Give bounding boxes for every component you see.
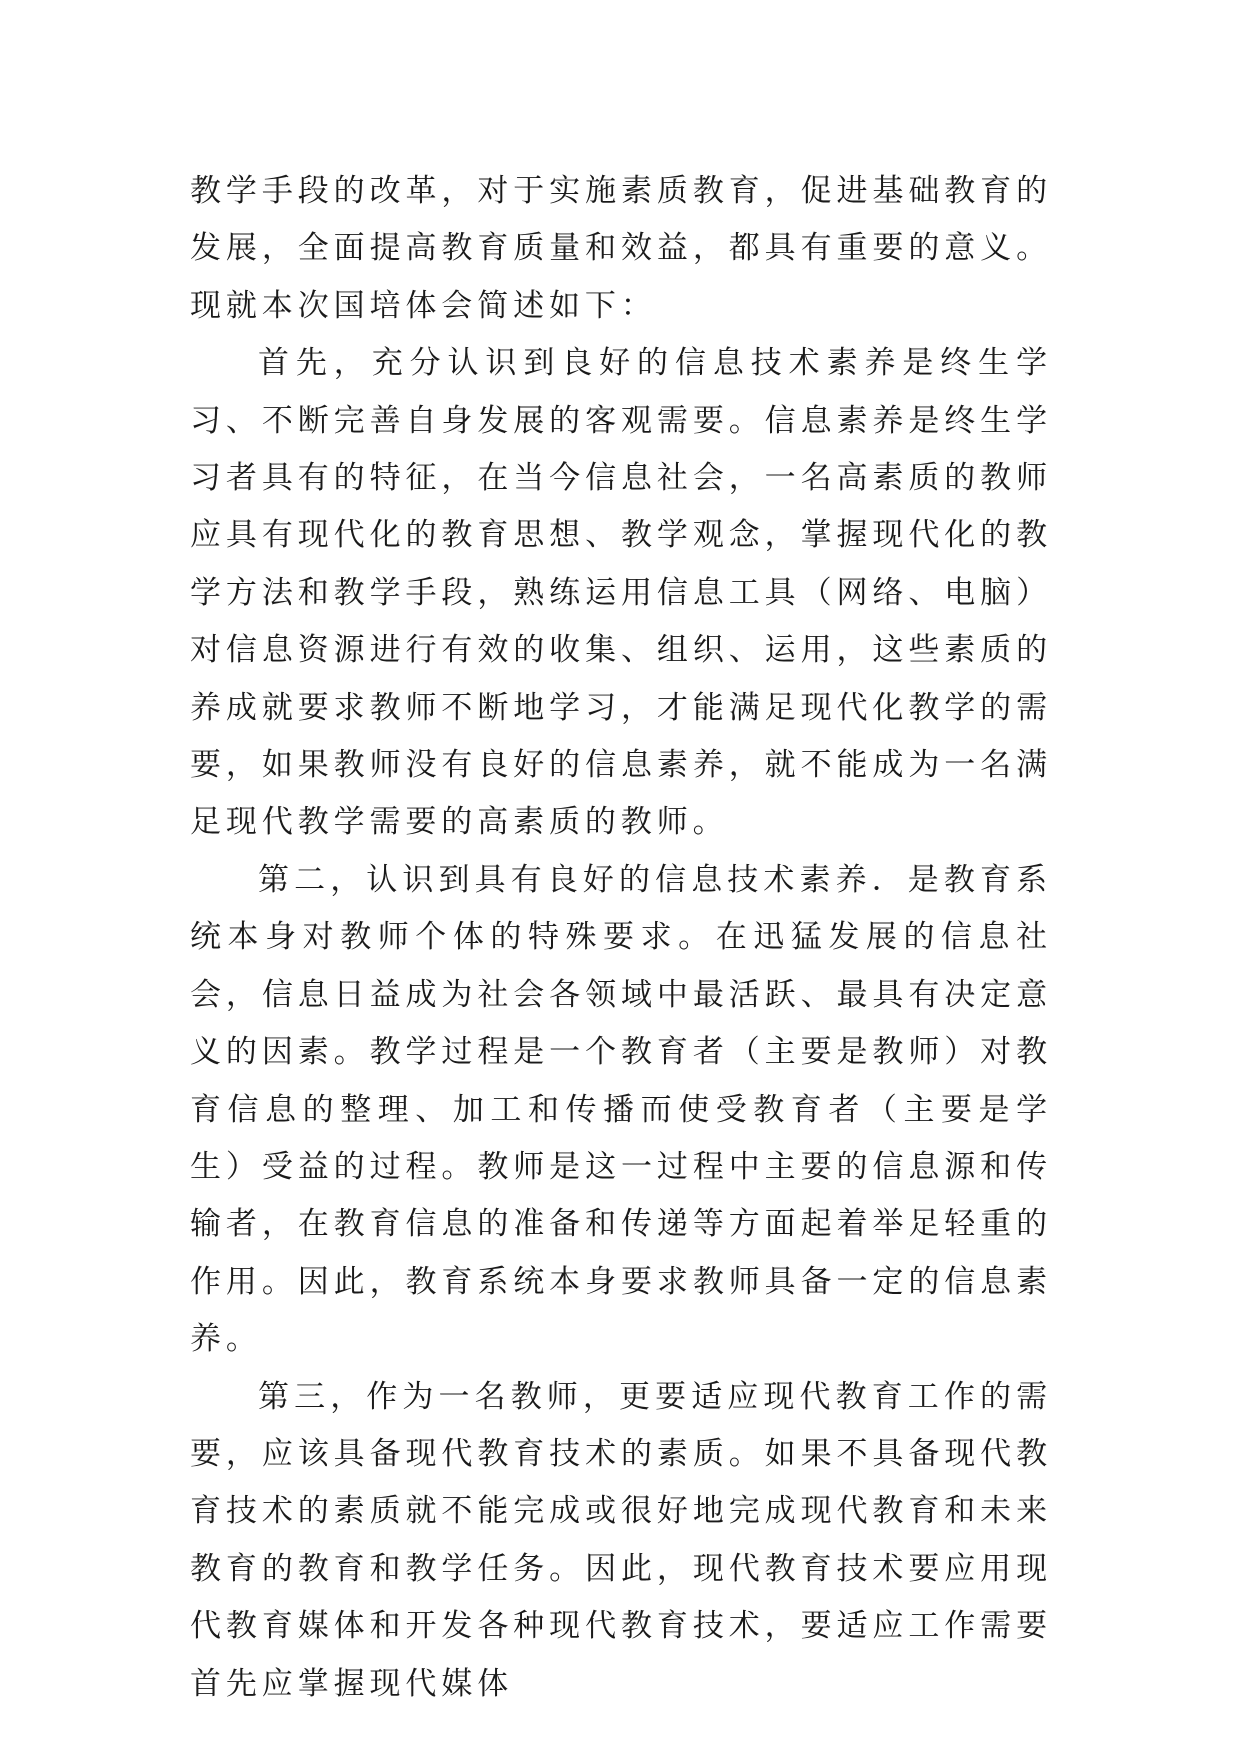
- paragraph-second-point: 第二，认识到具有良好的信息技术素养．是教育系统本身对教师个体的特殊要求。在迅猛发展的信息社会，信息日益成为社会各领域中最活跃、最具有决定意义的因素。教学过程是一个教育者（主要是教师）对教育信息的整理、加工和传播而使受教育者（主要是学生）受益的过程。教师是这一过程中主要的信息源和传输者，在教育信息的准备和传递等方面起着举足轻重的作用。因此，教育系统本身要求教师具备一定的信息素养。: [190, 861, 1052, 1358]
- paragraph-continuation: 教学手段的改革，对于实施素质教育，促进基础教育的发展，全面提高教育质量和效益，都具有重要的意义。现就本次国培体会简述如下：: [190, 173, 1052, 324]
- body-text: [190, 163, 1052, 1713]
- paragraph-first-point: 首先，充分认识到良好的信息技术素养是终生学习、不断完善自身发展的客观需要。信息素养是终生学习者具有的特征，在当今信息社会，一名高素质的教师应具有现代化的教育思想、教学观念，掌握现代化的教学方法和教学手段，熟练运用信息工具（网络、电脑）对信息资源进行有效的收集、组织、运用，这些素质的养成就要求教师不断地学习，才能满足现代化教学的需要，如果教师没有良好的信息素养，就不能成为一名满足现代教学需要的高素质的教师。: [190, 345, 1052, 841]
- paragraph-third-point: 第三，作为一名教师，更要适应现代教育工作的需要，应该具备现代教育技术的素质。如果不具备现代教育技术的素质就不能完成或很好地完成现代教育和未来教育的教育和教学任务。因此，现代教育技术要应用现代教育媒体和开发各种现代教育技术，要适应工作需要首先应掌握现代媒体: [190, 1378, 1052, 1702]
